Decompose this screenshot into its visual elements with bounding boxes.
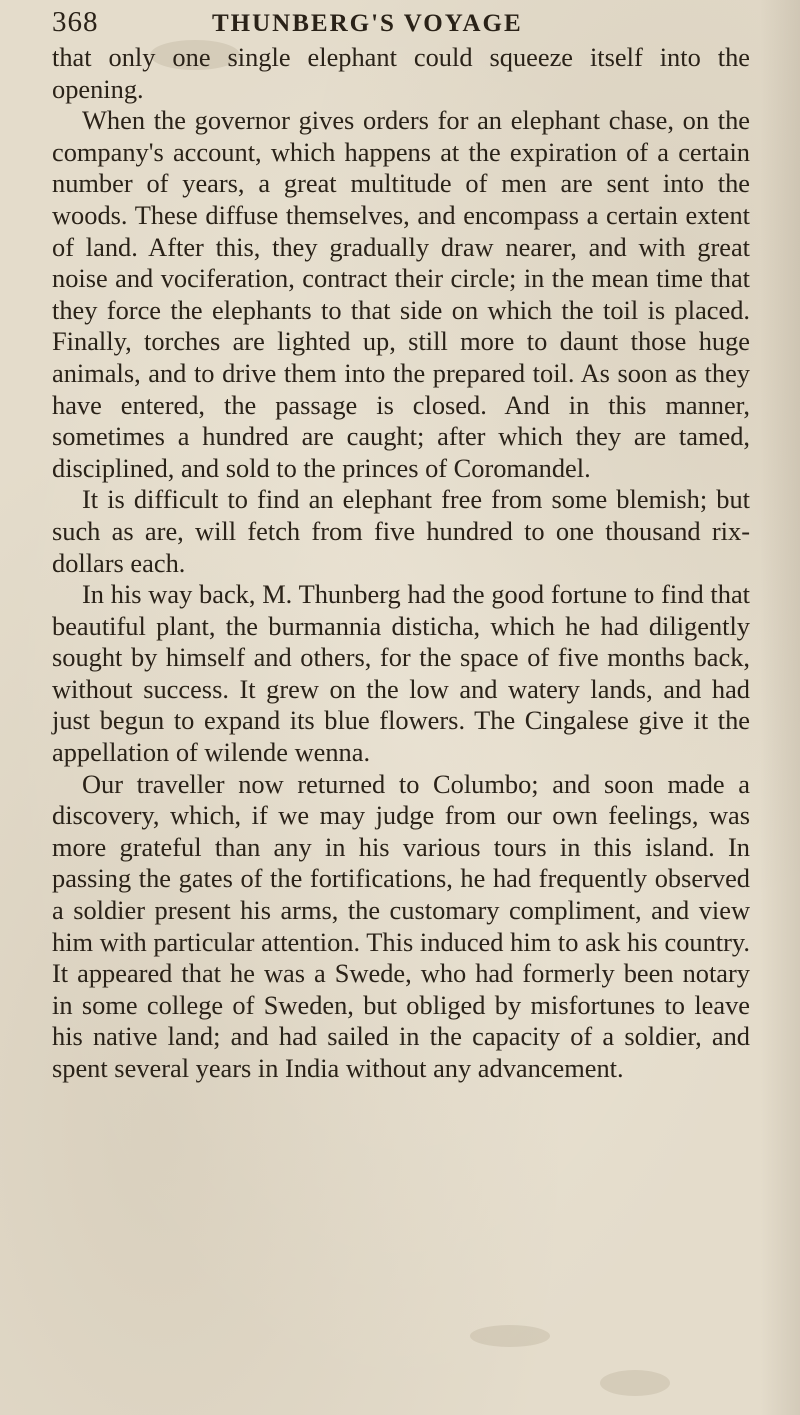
running-title: THUNBERG'S VOYAGE [212,10,523,37]
book-page [52,6,750,1085]
paragraph-burmannia: In his way back, M. Thunberg had the good fortune to find that beautiful plant, the burmannia disticha, which he had diligently sought by himself and others, for the space of five months back, without success. It grew on the low and watery lands, and had just begun to expand its blue flowers. The Cingalese give it the appellation of wilende wenna. [52,579,750,768]
body-text [52,42,750,1085]
paper-stain [470,1325,550,1347]
running-head [52,6,750,42]
paragraph-columbo: Our traveller now returned to Columbo; and soon made a discovery, which, if we may judge from our own feelings, was more grateful than any in his various tours in this island. In passing the gates of the fortifications, he had frequently observed a soldier present his arms, the customary compliment, and view him with particular attention. This induced him to ask his country. It appeared that he was a Swede, who had formerly been notary in some college of Sweden, but obliged by misfortunes to leave his native land; and had sailed in the capacity of a soldier, and spent several years in India without any advancement. [52,768,750,1083]
paragraph-blemish: It is difficult to find an elephant free from some blemish; but such as are, will fetch from five hundred to one thousand rix-dollars each. [52,484,750,578]
paper-stain [600,1370,670,1396]
paragraph-continued: that only one single elephant could squeeze itself into the opening. [52,42,750,104]
page-edge-shadow [760,0,800,1415]
paragraph-elephant-chase: When the governor gives orders for an elephant chase, on the company's account, which happens at the expiration of a certain number of years, a great multitude of men are sent into the woods. These diffuse themselves, and encompass a certain extent of land. After this, they gradually draw nearer, and with great noise and vociferation, contract their circle; in the mean time that they force the elephants to that side on which the toil is placed. Finally, torches are lighted up, still more to daunt those huge animals, and to drive them into the prepared toil. As soon as they have entered, the passage is closed. And in this manner, sometimes a hundred are caught; after which they are tamed, disciplined, and sold to the princes of Coromandel. [52,105,750,483]
page-number: 368 [52,6,99,38]
